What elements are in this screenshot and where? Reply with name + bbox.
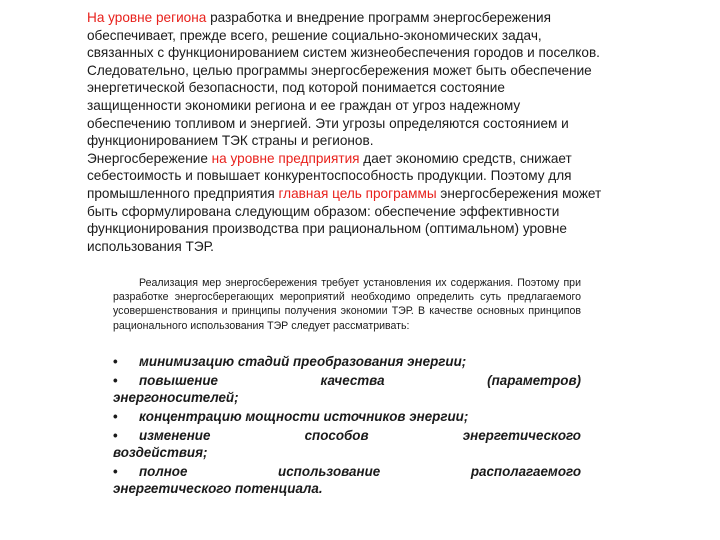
region-enterprise-paragraph bbox=[87, 9, 603, 255]
principle-item-continuation: воздействия; bbox=[113, 444, 208, 460]
principle-item-continuation: энергоносителей; bbox=[113, 390, 239, 406]
bullet-icon: • bbox=[113, 463, 118, 479]
principle-item: • повышение качества (параметров) bbox=[113, 372, 581, 388]
paragraph-text: Энергосбережение bbox=[87, 150, 212, 166]
paragraph-text: дает экономию средств, снижает себестоимость и повышает конкурентоспособность продукции. Поэтому для промышленного предприятия bbox=[87, 150, 572, 201]
principle-item: • изменение способов энергетического bbox=[113, 427, 581, 443]
principles-intro-paragraph bbox=[113, 276, 581, 333]
principle-item-continuation: энергетического потенциала. bbox=[113, 481, 323, 497]
principle-item: • минимизацию стадий преобразования энергии; bbox=[113, 354, 467, 369]
highlight-enterprise-level: на уровне предприятия bbox=[211, 150, 360, 166]
bullet-icon: • bbox=[113, 427, 118, 443]
principles-list bbox=[113, 353, 581, 499]
bullet-icon: • bbox=[113, 372, 118, 388]
bullet-icon: • bbox=[113, 354, 118, 369]
highlight-region-level: На уровне региона bbox=[87, 10, 207, 25]
paragraph-text: разработка и внедрение программ энергосбережения обеспечивает, прежде всего, решение социально-экономических задач, связанных с функционированием систем жизнеобеспечения городов и поселков. Следовательно, целью программы энергосбережения может быть обеспечение энергетической безопасности, под которой понимается состояние защищенности экономики региона и ее граждан от угроз надежному обеспечению топливом и энергией. Эти угрозы определяются состоянием и функционированием ТЭК страны и регионов. bbox=[87, 10, 600, 149]
highlight-main-goal: главная цель программы bbox=[278, 185, 437, 201]
principle-item: • полное использование располагаемого bbox=[113, 463, 581, 479]
paragraph-text: энергосбережения может быть сформулирована следующим образом: обеспечение эффективности функционирования производства при рациональном (оптимальном) уровне использования ТЭР. bbox=[87, 185, 602, 254]
principle-item: • концентрацию мощности источников энергии; bbox=[113, 408, 469, 424]
intro-text: Реализация мер энергосбережения требует установления их содержания. Поэтому при разработке энергосберегающих мероприятий необходимо определить суть предлагаемого усовершенствования и принципы получения экономии ТЭР. В качестве основных принципов рационального использования ТЭР следует рассматривать: bbox=[113, 277, 581, 332]
bullet-icon: • bbox=[113, 408, 118, 424]
